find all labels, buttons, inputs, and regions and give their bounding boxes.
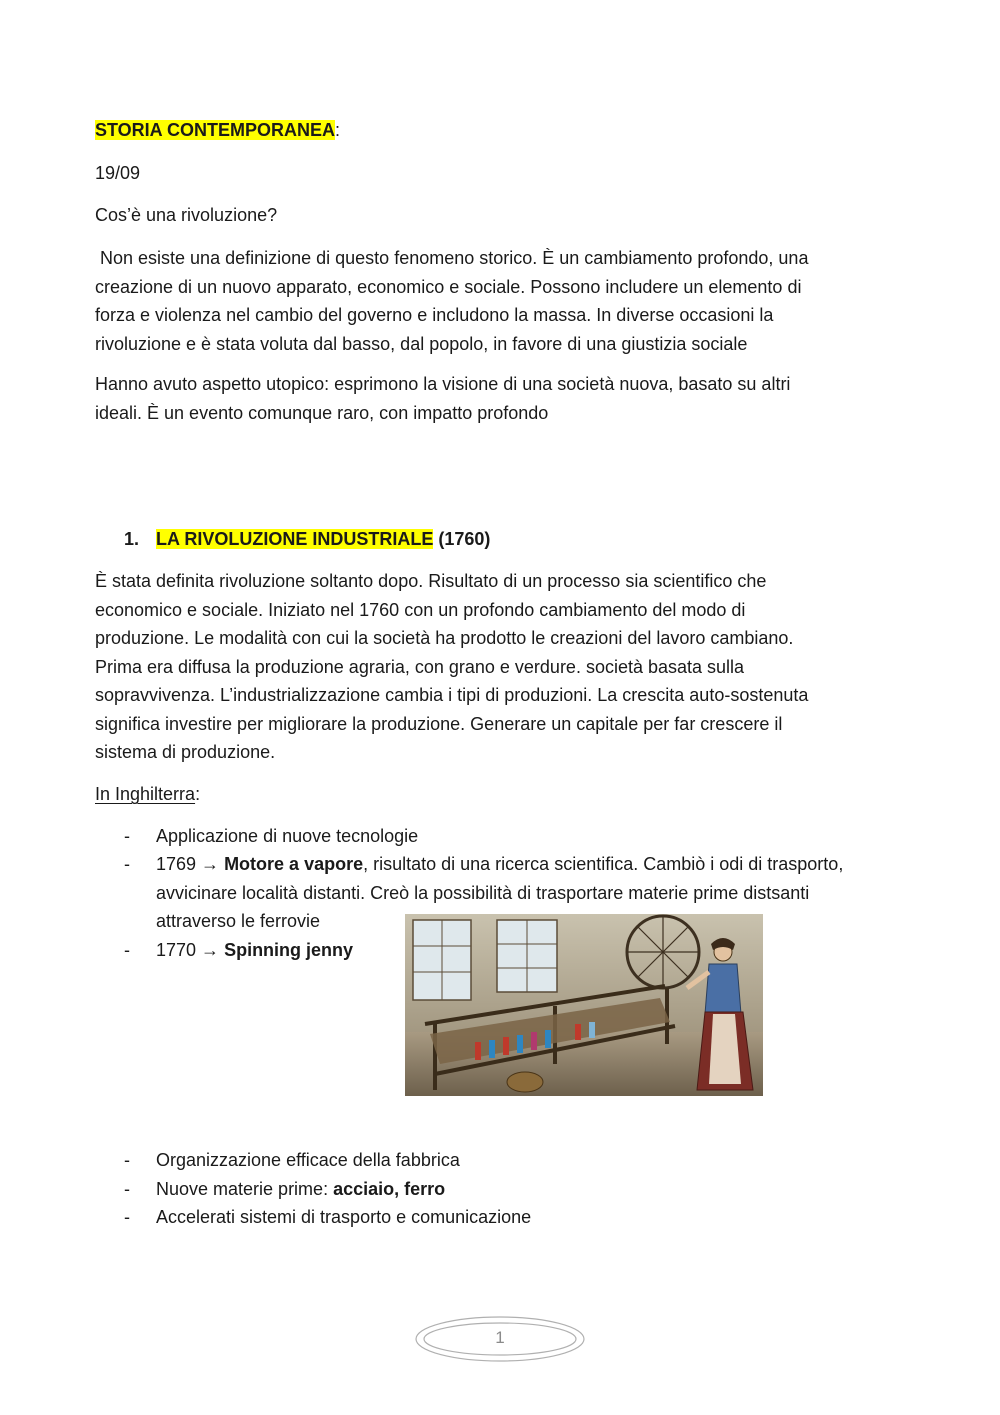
bullet-item-materials: Nuove materie prime: acciaio, ferro xyxy=(156,1179,446,1199)
intro-paragraph-1: Non esiste una definizione di questo fenomeno storico. È un cambiamento profondo, una creazione di un nuovo apparato, economico e sociale. Possono includere un elemento di forza e violenza nel cambio del governo e includono la massa. In diverse occasioni la rivoluzione e è stata voluta dal basso, dal popolo, in favore di una giustizia sociale xyxy=(95,248,809,354)
question: Cos’è una rivoluzione? xyxy=(95,205,278,225)
section-number: 1. xyxy=(124,529,140,549)
bullet-item-continuation: attraverso le ferrovie xyxy=(156,911,321,931)
bullet-item-continuation: avvicinare località distanti. Creò la possibilità di trasportare materie prime distsanti xyxy=(156,883,810,903)
section-heading xyxy=(156,529,490,550)
bullet-marker: - xyxy=(124,940,130,960)
bullet-marker: - xyxy=(124,854,130,874)
subheading: In Inghilterra: xyxy=(95,784,201,804)
bullet-marker: - xyxy=(124,1179,130,1199)
bullet-item: Applicazione di nuove tecnologie xyxy=(156,826,419,846)
page-number-badge xyxy=(414,1315,586,1363)
date: 19/09 xyxy=(95,163,141,183)
arrow-icon: → xyxy=(201,854,220,874)
document-title: STORIA CONTEMPORANEA: xyxy=(95,120,341,140)
bullet-marker: - xyxy=(124,826,130,846)
page-number: 1 xyxy=(495,1328,505,1347)
section-body: È stata definita rivoluzione soltanto dopo. Risultato di un processo sia scientifico che economico e sociale. Iniziato nel 1760 con un profondo cambiamento del modo di produzione. Le modalità con cui la società ha prodotto le creazioni del lavoro cambiano. Prima era diffusa la produzione agraria, con grano e verdure. società basata sulla sopravvivenza. L’industrializzazione cambia i tipi di produzioni. La crescita auto-sostenuta significa investire per migliorare la produzione. Generare un capitale per far crescere il sistema di produzione. xyxy=(95,571,809,762)
bullet-item-steam-engine: 1769 → Motore a vapore, risultato di una ricerca scientifica. Cambiò i odi di trasporto, xyxy=(156,854,844,874)
arrow-icon: → xyxy=(201,940,220,960)
intro-paragraph-2: Hanno avuto aspetto utopico: esprimono la visione di una società nuova, basato su altri ideali. È un evento comunque raro, con impatto profondo xyxy=(95,374,791,423)
spinning-jenny-illustration xyxy=(405,914,763,1096)
bullet-marker: - xyxy=(124,1150,130,1170)
bullet-marker: - xyxy=(124,1207,130,1227)
bullet-item-spinning-jenny: 1770 → Spinning jenny xyxy=(156,940,354,960)
bullet-item: Accelerati sistemi di trasporto e comunicazione xyxy=(156,1207,532,1227)
subheading-underlined: In Inghilterra xyxy=(95,784,196,804)
section-title: LA RIVOLUZIONE INDUSTRIALE xyxy=(156,529,434,549)
bullet-item: Organizzazione efficace della fabbrica xyxy=(156,1150,460,1170)
section-year: (1760) xyxy=(433,529,491,549)
title-highlight: STORIA CONTEMPORANEA xyxy=(95,120,336,140)
